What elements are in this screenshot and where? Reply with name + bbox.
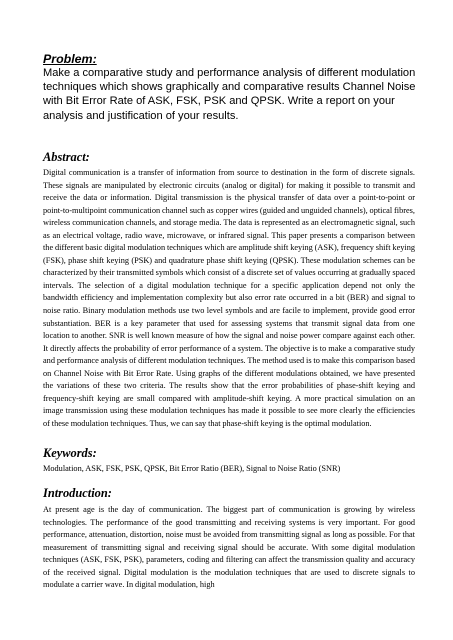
keywords-paragraph: Modulation, ASK, FSK, PSK, QPSK, Bit Error Ratio (BER), Signal to Noise Ratio (SNR) (43, 464, 341, 473)
introduction-heading: Introduction: (43, 486, 112, 500)
problem-heading: Problem: (43, 52, 97, 66)
problem-statement: Make a comparative study and performance analysis of different modulation techniques which shows graphically and comparative results Channel Noise with Bit Error Rate of ASK, FSK, PSK and QPSK. Write a report on your analysis and justification of your results. (43, 67, 416, 122)
introduction-paragraph: At present age is the day of communication. The biggest part of communication is growing by wireless technologies. The performance of the good transmitting and receiving systems is very important. For good performance, attenuation, distortion, noise must be avoided from transmitting signal as long as possible. For that measurement of transmitting signal and receiving signal should be accurate. With some digital modulation techniques (ASK, FSK, PSK), parameters, coding and filtering can affect the transmission quality and accuracy of the received signal. Digital modulation is the modulation techniques that are used to discrete signals to modulate a carrier wave. In digital modulation, high (43, 505, 415, 590)
abstract-paragraph: Digital communication is a transfer of information from source to destination in the form of discrete signals. These signals are manipulated by electronic circuits (analog or digital) for making it possible to transmit and receive the data or information. Digital transmission is the physical transfer of data over a point-to-point or point-to-multipoint communication channel such as copper wires (guided and unguided channels), optical fibres, wireless communication channels, and storage media. The data is represented as an electromagnetic signal, such as an electrical voltage, radio wave, microwave, or infrared signal. This paper presents a comparison between the different basic digital modulation techniques which are amplitude shift keying (ASK), frequency shift keying (FSK), phase shift keying (PSK) and quadrature phase shift keying (QPSK). These modulation schemes can be characterized by their transmitted symbols which consist of a discrete set of values occurring at gradually spaced intervals. The selection of a digital modulation technique for a specific application depend not only the bandwidth efficiency and implementation complexity but also error rate occurred in a bit (BER) and signal to noise ratio. Binary modulation methods use two level symbols and are facile to implement, provide good error substantiation. BER is a key parameter that used for assessing systems that transmit signal data from one location to another. SNR is well known measure of how the signal and noise power compare against each other. It directly affects the probability of error performance of a system. The objective is to make a comparative study and performance analysis of different modulation techniques. The method used is to make this comparison based on Channel Noise with Bit Error Rate. Using graphs of the different modulations obtained, we have presented the variations of these two criteria. The results show that the error probabilities of phase-shift keying and frequency-shift keying are small compared with amplitude-shift keying. A more practical simulation on an image transmission using these modulation techniques has made it possible to see more clearly the efficiencies of these modulation techniques. Thus, we can say that phase-shift keying is the optimal modulation. (43, 168, 415, 428)
abstract-heading: Abstract: (43, 150, 90, 164)
keywords-heading: Keywords: (43, 446, 97, 460)
